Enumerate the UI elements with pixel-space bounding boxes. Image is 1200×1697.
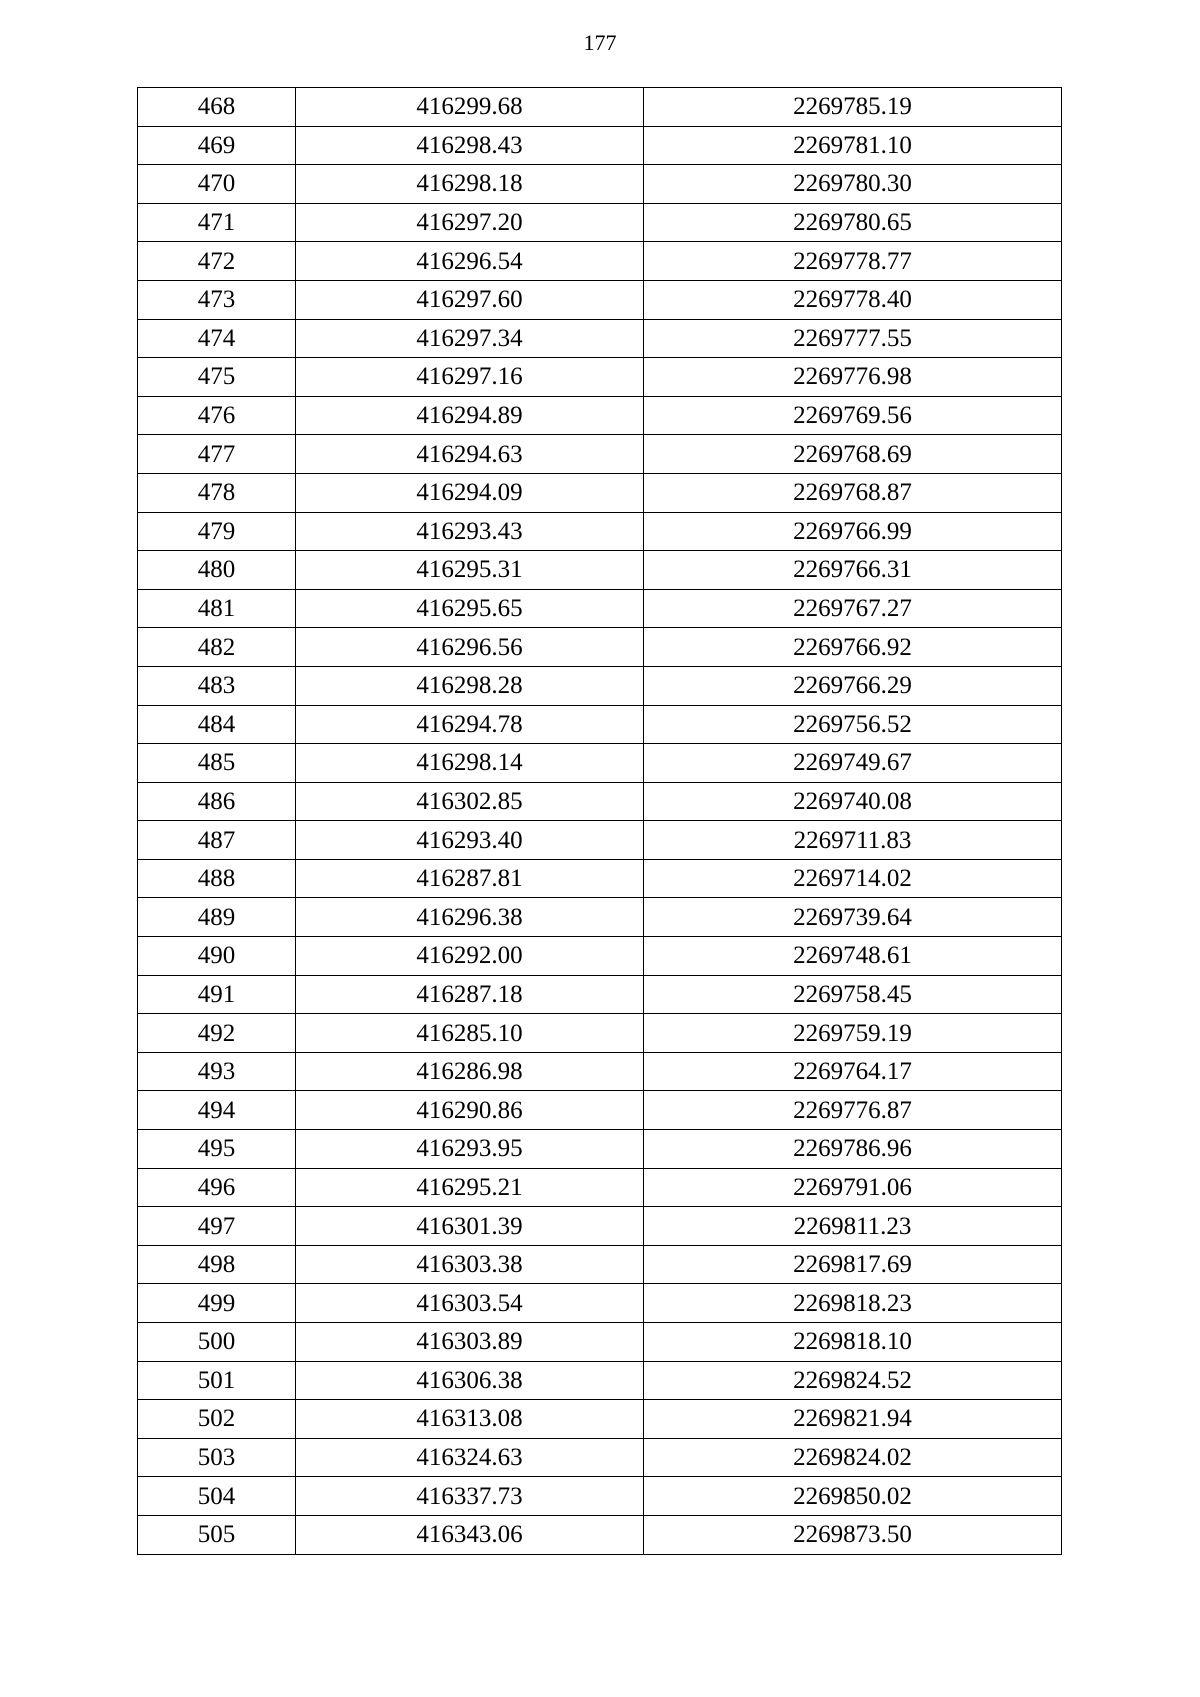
- x-coordinate-cell: 416343.06: [296, 1515, 644, 1554]
- point-number-cell: 476: [138, 396, 296, 435]
- table-row: [138, 1361, 1062, 1400]
- point-number-cell: 483: [138, 666, 296, 705]
- point-number-cell: 500: [138, 1323, 296, 1362]
- table-row: [138, 1207, 1062, 1246]
- x-coordinate-cell: 416287.81: [296, 859, 644, 898]
- point-number-cell: 480: [138, 551, 296, 590]
- point-number-cell: 473: [138, 280, 296, 319]
- table-row: [138, 1014, 1062, 1053]
- x-coordinate-cell: 416295.31: [296, 551, 644, 590]
- table-row: [138, 859, 1062, 898]
- y-coordinate-cell: 2269780.30: [644, 165, 1062, 204]
- point-number-cell: 469: [138, 126, 296, 165]
- point-number-cell: 481: [138, 589, 296, 628]
- x-coordinate-cell: 416294.63: [296, 435, 644, 474]
- y-coordinate-cell: 2269776.98: [644, 358, 1062, 397]
- y-coordinate-cell: 2269756.52: [644, 705, 1062, 744]
- x-coordinate-cell: 416296.54: [296, 242, 644, 281]
- point-number-cell: 487: [138, 821, 296, 860]
- table-row: [138, 782, 1062, 821]
- y-coordinate-cell: 2269781.10: [644, 126, 1062, 165]
- table-row: [138, 280, 1062, 319]
- y-coordinate-cell: 2269749.67: [644, 744, 1062, 783]
- y-coordinate-cell: 2269778.40: [644, 280, 1062, 319]
- point-number-cell: 488: [138, 859, 296, 898]
- y-coordinate-cell: 2269769.56: [644, 396, 1062, 435]
- table-row: [138, 551, 1062, 590]
- x-coordinate-cell: 416301.39: [296, 1207, 644, 1246]
- y-coordinate-cell: 2269766.92: [644, 628, 1062, 667]
- x-coordinate-cell: 416298.14: [296, 744, 644, 783]
- table-row: [138, 358, 1062, 397]
- y-coordinate-cell: 2269766.99: [644, 512, 1062, 551]
- point-number-cell: 484: [138, 705, 296, 744]
- x-coordinate-cell: 416293.40: [296, 821, 644, 860]
- point-number-cell: 501: [138, 1361, 296, 1400]
- point-number-cell: 504: [138, 1477, 296, 1516]
- table-row: [138, 88, 1062, 127]
- point-number-cell: 502: [138, 1400, 296, 1439]
- table-row: [138, 126, 1062, 165]
- x-coordinate-cell: 416303.38: [296, 1245, 644, 1284]
- x-coordinate-cell: 416287.18: [296, 975, 644, 1014]
- x-coordinate-cell: 416294.78: [296, 705, 644, 744]
- point-number-cell: 494: [138, 1091, 296, 1130]
- table-row: [138, 705, 1062, 744]
- y-coordinate-cell: 2269748.61: [644, 937, 1062, 976]
- x-coordinate-cell: 416293.43: [296, 512, 644, 551]
- x-coordinate-cell: 416298.43: [296, 126, 644, 165]
- y-coordinate-cell: 2269818.10: [644, 1323, 1062, 1362]
- point-number-cell: 492: [138, 1014, 296, 1053]
- page-number: 177: [583, 30, 617, 55]
- y-coordinate-cell: 2269759.19: [644, 1014, 1062, 1053]
- point-number-cell: 489: [138, 898, 296, 937]
- y-coordinate-cell: 2269768.69: [644, 435, 1062, 474]
- table-row: [138, 666, 1062, 705]
- point-number-cell: 478: [138, 473, 296, 512]
- table-row: [138, 435, 1062, 474]
- x-coordinate-cell: 416292.00: [296, 937, 644, 976]
- point-number-cell: 468: [138, 88, 296, 127]
- y-coordinate-cell: 2269811.23: [644, 1207, 1062, 1246]
- x-coordinate-cell: 416297.20: [296, 203, 644, 242]
- point-number-cell: 485: [138, 744, 296, 783]
- table-row: [138, 1091, 1062, 1130]
- y-coordinate-cell: 2269766.31: [644, 551, 1062, 590]
- x-coordinate-cell: 416302.85: [296, 782, 644, 821]
- x-coordinate-cell: 416294.89: [296, 396, 644, 435]
- table-row: [138, 589, 1062, 628]
- y-coordinate-cell: 2269767.27: [644, 589, 1062, 628]
- point-number-cell: 472: [138, 242, 296, 281]
- point-number-cell: 491: [138, 975, 296, 1014]
- table-row: [138, 1477, 1062, 1516]
- coordinates-table: [137, 87, 1062, 1555]
- y-coordinate-cell: 2269850.02: [644, 1477, 1062, 1516]
- y-coordinate-cell: 2269739.64: [644, 898, 1062, 937]
- point-number-cell: 503: [138, 1438, 296, 1477]
- table-row: [138, 1438, 1062, 1477]
- point-number-cell: 477: [138, 435, 296, 474]
- y-coordinate-cell: 2269780.65: [644, 203, 1062, 242]
- point-number-cell: 474: [138, 319, 296, 358]
- x-coordinate-cell: 416286.98: [296, 1052, 644, 1091]
- x-coordinate-cell: 416298.18: [296, 165, 644, 204]
- x-coordinate-cell: 416297.16: [296, 358, 644, 397]
- x-coordinate-cell: 416306.38: [296, 1361, 644, 1400]
- y-coordinate-cell: 2269873.50: [644, 1515, 1062, 1554]
- table-row: [138, 1052, 1062, 1091]
- y-coordinate-cell: 2269817.69: [644, 1245, 1062, 1284]
- table-row: [138, 473, 1062, 512]
- y-coordinate-cell: 2269785.19: [644, 88, 1062, 127]
- x-coordinate-cell: 416298.28: [296, 666, 644, 705]
- table-row: [138, 898, 1062, 937]
- x-coordinate-cell: 416337.73: [296, 1477, 644, 1516]
- table-row: [138, 1284, 1062, 1323]
- point-number-cell: 475: [138, 358, 296, 397]
- point-number-cell: 498: [138, 1245, 296, 1284]
- point-number-cell: 479: [138, 512, 296, 551]
- y-coordinate-cell: 2269764.17: [644, 1052, 1062, 1091]
- point-number-cell: 496: [138, 1168, 296, 1207]
- x-coordinate-cell: 416293.95: [296, 1130, 644, 1169]
- y-coordinate-cell: 2269758.45: [644, 975, 1062, 1014]
- point-number-cell: 497: [138, 1207, 296, 1246]
- table-row: [138, 319, 1062, 358]
- y-coordinate-cell: 2269818.23: [644, 1284, 1062, 1323]
- y-coordinate-cell: 2269778.77: [644, 242, 1062, 281]
- x-coordinate-cell: 416285.10: [296, 1014, 644, 1053]
- y-coordinate-cell: 2269824.02: [644, 1438, 1062, 1477]
- coordinates-table-body: [138, 88, 1062, 1555]
- point-number-cell: 470: [138, 165, 296, 204]
- x-coordinate-cell: 416295.65: [296, 589, 644, 628]
- y-coordinate-cell: 2269714.02: [644, 859, 1062, 898]
- table-row: [138, 1323, 1062, 1362]
- x-coordinate-cell: 416299.68: [296, 88, 644, 127]
- table-row: [138, 975, 1062, 1014]
- y-coordinate-cell: 2269766.29: [644, 666, 1062, 705]
- y-coordinate-cell: 2269777.55: [644, 319, 1062, 358]
- x-coordinate-cell: 416303.54: [296, 1284, 644, 1323]
- table-row: [138, 937, 1062, 976]
- y-coordinate-cell: 2269786.96: [644, 1130, 1062, 1169]
- table-row: [138, 1168, 1062, 1207]
- x-coordinate-cell: 416324.63: [296, 1438, 644, 1477]
- table-row: [138, 1245, 1062, 1284]
- y-coordinate-cell: 2269776.87: [644, 1091, 1062, 1130]
- table-row: [138, 512, 1062, 551]
- x-coordinate-cell: 416294.09: [296, 473, 644, 512]
- point-number-cell: 486: [138, 782, 296, 821]
- x-coordinate-cell: 416303.89: [296, 1323, 644, 1362]
- x-coordinate-cell: 416296.38: [296, 898, 644, 937]
- x-coordinate-cell: 416295.21: [296, 1168, 644, 1207]
- table-row: [138, 1400, 1062, 1439]
- table-row: [138, 1130, 1062, 1169]
- x-coordinate-cell: 416290.86: [296, 1091, 644, 1130]
- point-number-cell: 493: [138, 1052, 296, 1091]
- y-coordinate-cell: 2269768.87: [644, 473, 1062, 512]
- y-coordinate-cell: 2269740.08: [644, 782, 1062, 821]
- point-number-cell: 490: [138, 937, 296, 976]
- y-coordinate-cell: 2269711.83: [644, 821, 1062, 860]
- point-number-cell: 471: [138, 203, 296, 242]
- x-coordinate-cell: 416297.60: [296, 280, 644, 319]
- y-coordinate-cell: 2269791.06: [644, 1168, 1062, 1207]
- table-row: [138, 242, 1062, 281]
- table-row: [138, 1515, 1062, 1554]
- x-coordinate-cell: 416296.56: [296, 628, 644, 667]
- table-row: [138, 628, 1062, 667]
- table-row: [138, 203, 1062, 242]
- table-row: [138, 396, 1062, 435]
- x-coordinate-cell: 416313.08: [296, 1400, 644, 1439]
- point-number-cell: 482: [138, 628, 296, 667]
- table-row: [138, 165, 1062, 204]
- table-row: [138, 821, 1062, 860]
- table-row: [138, 744, 1062, 783]
- y-coordinate-cell: 2269824.52: [644, 1361, 1062, 1400]
- y-coordinate-cell: 2269821.94: [644, 1400, 1062, 1439]
- point-number-cell: 495: [138, 1130, 296, 1169]
- point-number-cell: 499: [138, 1284, 296, 1323]
- x-coordinate-cell: 416297.34: [296, 319, 644, 358]
- point-number-cell: 505: [138, 1515, 296, 1554]
